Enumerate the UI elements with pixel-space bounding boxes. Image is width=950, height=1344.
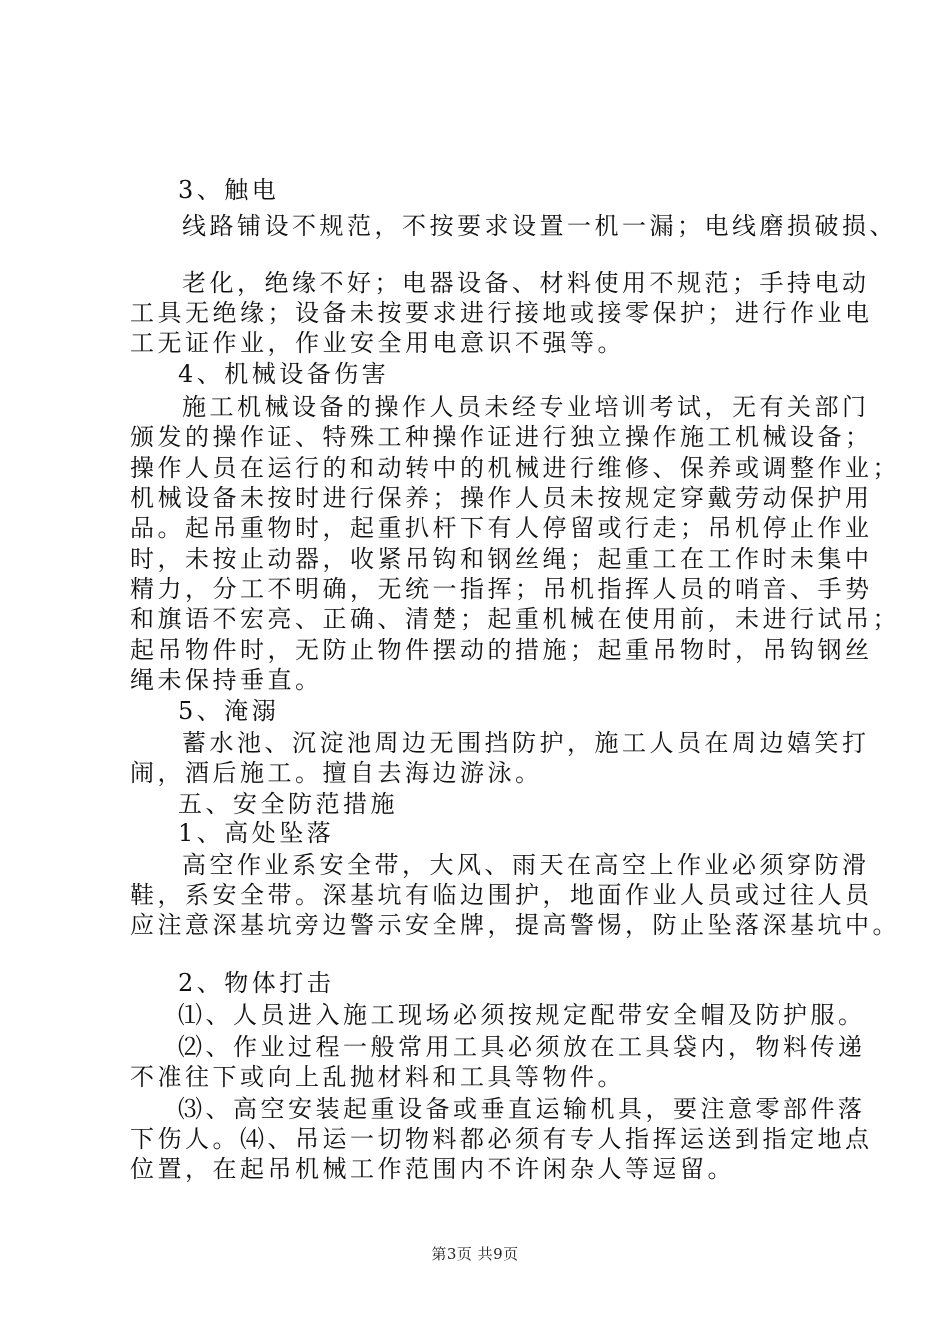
paragraph-line: 高空作业系安全带，大风、雨天在高空上作业必须穿防滑 <box>182 851 870 879</box>
paragraph-line: 闹，酒后施工。擅自去海边游泳。 <box>130 759 543 787</box>
paragraph-line: 鞋，系安全带。深基坑有临边围护，地面作业人员或过往人员 <box>130 881 873 909</box>
paragraph-line: 机械设备未按时进行保养；操作人员未按规定穿戴劳动保护用 <box>130 484 873 512</box>
paragraph-line: 和旗语不宏亮、正确、清楚；起重机械在使用前，未进行试吊； <box>130 605 900 633</box>
paragraph-line: 绳未保持垂直。 <box>130 666 323 694</box>
paragraph-line: 线路铺设不规范，不按要求设置一机一漏；电线磨损破损、 <box>182 212 897 240</box>
paragraph-line: 蓄水池、沉淀池周边无围挡防护，施工人员在周边嬉笑打 <box>182 729 870 757</box>
paragraph-line: 不准往下或向上乱抛材料和工具等物件。 <box>130 1063 625 1091</box>
heading-object-strike: 2、物体打击 <box>178 969 335 997</box>
paragraph-line: 操作人员在运行的和动转中的机械进行维修、保养或调整作业； <box>130 454 900 482</box>
paragraph-line: 精力，分工不明确，无统一指挥；吊机指挥人员的哨音、手势 <box>130 575 873 603</box>
paragraph-line: 工具无绝缘；设备未按要求进行接地或接零保护；进行作业电 <box>130 299 873 327</box>
paragraph-line: 时，未按止动器，收紧吊钩和钢丝绳；起重工在工作时未集中 <box>130 545 873 573</box>
paragraph-line: 起吊物件时，无防止物件摆动的措施；起重吊物时，吊钩钢丝 <box>130 636 873 664</box>
paragraph-line: 施工机械设备的操作人员未经专业培训考试，无有关部门 <box>182 393 870 421</box>
list-item: ⑴、人员进入施工现场必须按规定配带安全帽及防护服。 <box>178 1001 866 1029</box>
heading-drowning: 5、淹溺 <box>178 697 280 725</box>
page-footer: 第3页 共9页 <box>431 1245 519 1263</box>
heading-falling-from-height: 1、高处坠落 <box>178 819 335 847</box>
heading-electric-shock: 3、触电 <box>178 176 280 204</box>
paragraph-line: 下伤人。⑷、吊运一切物料都必须有专人指挥运送到指定地点 <box>130 1125 873 1153</box>
list-item: ⑶、高空安装起重设备或垂直运输机具，要注意零部件落 <box>178 1095 866 1123</box>
paragraph-line: 颁发的操作证、特殊工种操作证进行独立操作施工机械设备； <box>130 423 873 451</box>
paragraph-line: 应注意深基坑旁边警示安全牌，提高警惕，防止坠落深基坑中。 <box>130 911 900 939</box>
section-heading-safety-measures: 五、安全防范措施 <box>178 790 398 818</box>
list-item: ⑵、作业过程一般常用工具必须放在工具袋内，物料传递 <box>178 1033 866 1061</box>
paragraph-line: 品。起吊重物时，起重扒杆下有人停留或行走；吊机停止作业 <box>130 514 873 542</box>
heading-machinery-injury: 4、机械设备伤害 <box>178 360 390 388</box>
paragraph-line: 工无证作业，作业安全用电意识不强等。 <box>130 329 625 357</box>
paragraph-line: 老化，绝缘不好；电器设备、材料使用不规范；手持电动 <box>182 269 870 297</box>
paragraph-line: 位置，在起吊机械工作范围内不许闲杂人等逗留。 <box>130 1155 735 1183</box>
